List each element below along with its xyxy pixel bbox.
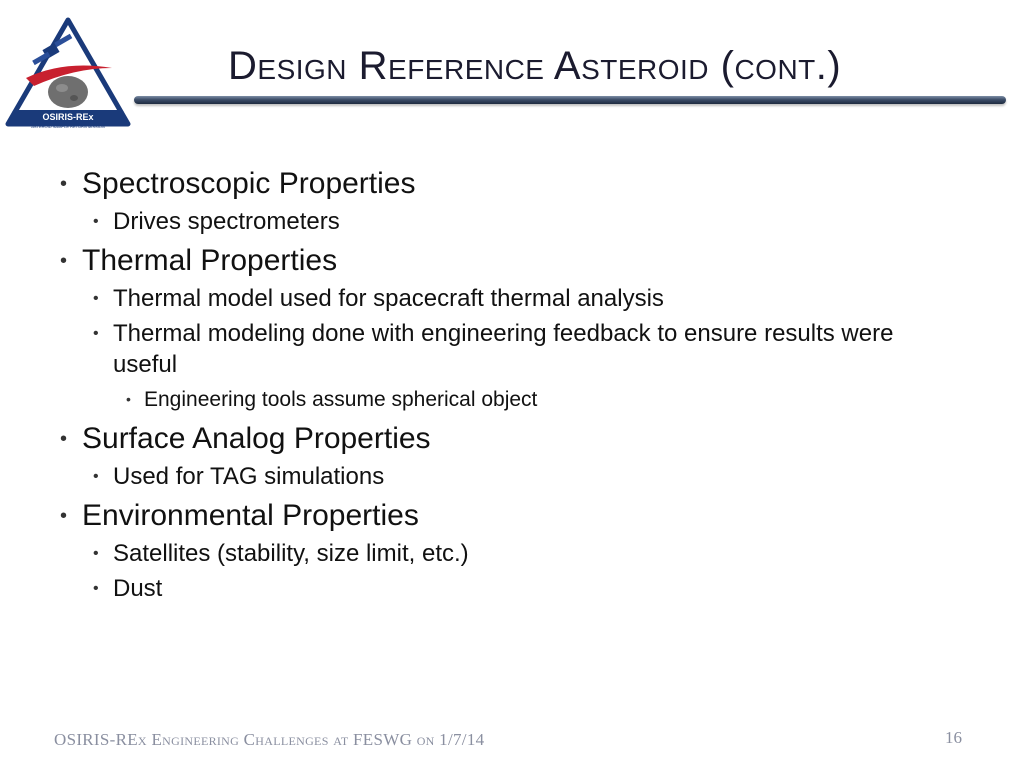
bullet-item-level-2 [60, 461, 943, 492]
slide-title: Design Reference Asteroid (cont.) [228, 44, 842, 88]
bullet-icon: • [93, 580, 99, 597]
bullet-icon: • [93, 468, 99, 485]
bullet-item-level-2 [60, 206, 943, 237]
bullet-text: Satellites (stability, size limit, etc.) [113, 540, 469, 567]
bullet-text: Dust [113, 575, 163, 602]
title-rule [134, 96, 1006, 104]
bullet-item-level-1 [60, 498, 960, 534]
bullet-text: Spectroscopic Properties [82, 167, 416, 200]
bullet-item-level-2 [60, 538, 943, 569]
bullet-list [60, 160, 960, 608]
bullet-item-level-1 [60, 421, 960, 457]
bullet-icon: • [60, 505, 68, 527]
bullet-item-level-2 [60, 573, 943, 604]
bullet-text: Engineering tools assume spherical object [144, 388, 538, 411]
bullet-text: Surface Analog Properties [82, 422, 431, 455]
bullet-text: Used for TAG simulations [113, 463, 385, 490]
bullet-icon: • [60, 173, 68, 195]
bullet-text: Thermal model used for spacecraft thermal analysis [113, 285, 664, 312]
osiris-rex-logo [4, 16, 132, 130]
bullet-item-level-1 [60, 166, 960, 202]
logo-subtext: ASTEROID SAMPLE RETURN MISSION [31, 124, 105, 129]
bullet-item-level-2 [60, 318, 943, 380]
bullet-text: Drives spectrometers [113, 208, 340, 235]
bullet-icon: • [126, 391, 131, 407]
bullet-icon: • [60, 250, 68, 272]
bullet-icon: • [93, 545, 99, 562]
page-number: 16 [945, 728, 962, 747]
bullet-icon: • [93, 213, 99, 230]
footer-text: OSIRIS-REx Engineering Challenges at FESWG on 1/7/14 [54, 730, 485, 749]
bullet-text: Thermal modeling done with engineering feedback to ensure results were useful [113, 320, 894, 378]
bullet-icon: • [60, 428, 68, 450]
logo-text: OSIRIS-REx [42, 112, 94, 122]
bullet-text: Thermal Properties [82, 244, 338, 277]
bullet-text: Environmental Properties [82, 499, 419, 532]
bullet-item-level-1 [60, 243, 960, 279]
bullet-icon: • [93, 290, 99, 307]
bullet-item-level-2 [60, 283, 943, 314]
bullet-item-level-3 [60, 386, 960, 413]
bullet-icon: • [93, 325, 99, 342]
